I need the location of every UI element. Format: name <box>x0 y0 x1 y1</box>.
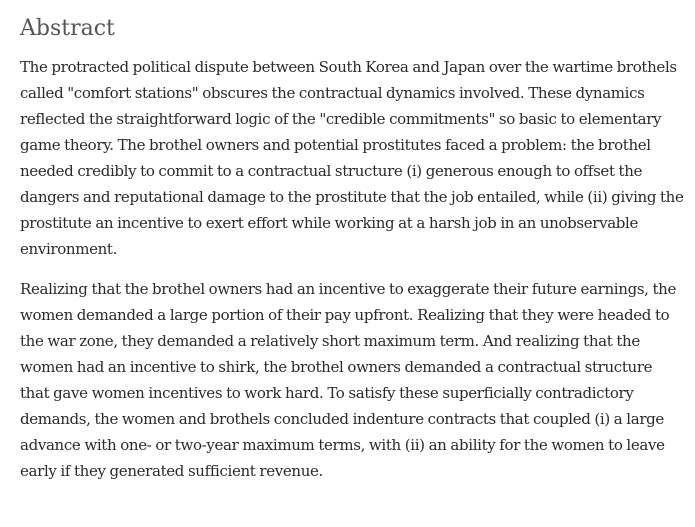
abstract-heading: Abstract <box>20 16 115 41</box>
abstract-paragraph-2: Realizing that the brothel owners had an incentive to exaggerate their future earnings, the women demanded a large portion of their pay upfront. Realizing that they were headed to the war zone, they demanded a relatively short maximum term. And realizing that the women had an incentive to shirk, the brothel owners demanded a contractual structure that gave women incentives to work hard. To satisfy these superficially contradictory demands, the women and brothels concluded indenture contracts that coupled (i) a large advance with one- or two-year maximum terms, with (ii) an ability for the women to leave early if they generated sufficient revenue. <box>20 280 677 480</box>
abstract-section <box>20 14 685 484</box>
abstract-paragraph-1: The protracted political dispute between South Korea and Japan over the wartime brothels called "comfort stations" obscures the contractual dynamics involved. These dynamics reflected the straightforward logic of the "credible commitments" so basic to elementary game theory. The brothel owners and potential prostitutes faced a problem: the brothel needed credibly to commit to a contractual structure (i) generous enough to offset the dangers and reputational damage to the prostitute that the job entailed, while (ii) giving the prostitute an incentive to exert effort while working at a harsh job in an unobservable environment. <box>20 58 684 258</box>
